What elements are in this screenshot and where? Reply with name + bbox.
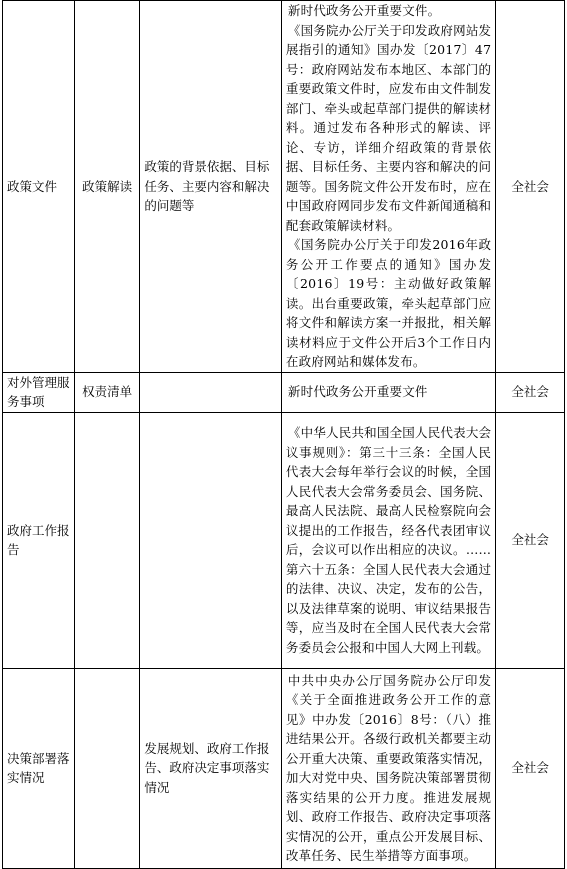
basis-paragraph: 《国务院办公厅关于印发2016年政务公开工作要点的通知》国办发〔2016〕19号：主动做好政策解读。出台重要政策，牵头起草部门应将文件和解读方案一并报批，相关解读材料应于文件公开后3个工作日内在政府网站和媒体发布。 (285, 237, 492, 369)
category-cell: 政府工作报告 (3, 412, 75, 668)
content-cell (140, 372, 282, 412)
item-cell: 权责清单 (74, 372, 140, 412)
basis-paragraph: 《国务院办公厅关于印发政府网站发展指引的通知》国办发〔2017〕47号：政府网站发布本地区、本部门的重要政策文件时，应发布由文件制发部门、牵头或起草部门提供的解读材料。通过发布各种形式的解读、评论、专访，详细介绍政策的背景依据、目标任务、主要内容和解决的问题等。国务院文件公开发布时，应在中国政府网同步发布文件新闻通稿和配套政策解读材料。 (285, 22, 492, 233)
basis-paragraph: 新时代政务公开重要文件。 (287, 3, 441, 18)
basis-paragraph: 中共中央办公厅国务院办公厅印发《关于全面推进政务公开工作的意见》中办发〔2016〕8号：（八）推进结果公开。各级行政机关都要主动公开重大决策、重要政策落实情况，加大对党中央、国务院决策部署贯彻落实结果的公开力度。推进发展规划、政府工作报告、政府决定事项落实情况的公开，重点公开发展目标、改革任务、民生举措等方面事项。 (285, 672, 492, 863)
content-cell: 发展规划、政府工作报告、政府决定事项落实情况 (140, 668, 282, 868)
scope-cell: 全社会 (496, 1, 565, 373)
table-row (3, 372, 565, 412)
content-cell: 政策的背景依据、目标任务、主要内容和解决的问题等 (140, 1, 282, 373)
table-row (3, 1, 565, 373)
disclosure-table (2, 0, 565, 869)
basis-paragraph: 新时代政务公开重要文件 (287, 384, 428, 400)
content-cell (140, 412, 282, 668)
basis-cell (281, 412, 495, 668)
basis-cell (281, 1, 495, 373)
basis-cell (281, 668, 495, 868)
category-cell: 对外管理服务事项 (3, 372, 75, 412)
scope-cell: 全社会 (496, 668, 565, 868)
category-cell: 政策文件 (3, 1, 75, 373)
item-cell (74, 668, 140, 868)
table-row (3, 668, 565, 868)
category-cell: 决策部署落实情况 (3, 668, 75, 868)
basis-paragraph: 《中华人民共和国全国人民代表大会议事规则》：第三十三条：全国人民代表大会每年举行会议的时候，全国人民代表大会常务委员会、国务院、最高人民法院、最高人民检察院向会议提出的工作报告，经各代表团审议后，会议可以作出相应的决议。……第六十五条：全国人民代表大会通过的法律、决议、决定，发布的公告，以及法律草案的说明、审议结果报告等，应当及时在全国人民代表大会常务委员会公报和中国人大网上刊载。 (285, 425, 492, 655)
scope-cell: 全社会 (496, 412, 565, 668)
item-cell: 政策解读 (74, 1, 140, 373)
basis-cell (281, 372, 495, 412)
table-row (3, 412, 565, 668)
item-cell (74, 412, 140, 668)
scope-cell: 全社会 (496, 372, 565, 412)
